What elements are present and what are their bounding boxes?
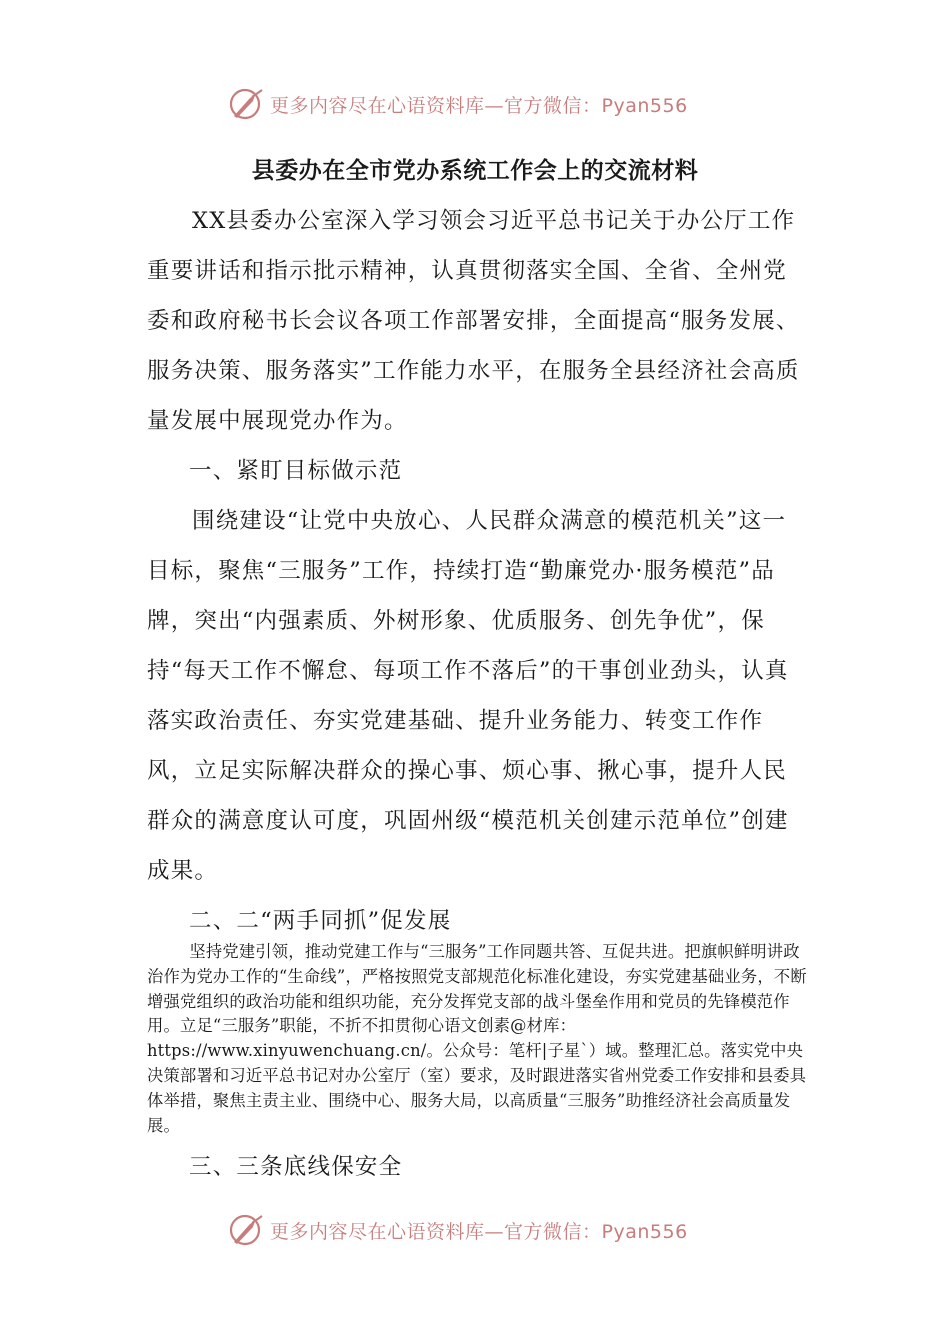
section-paragraph-1: 围绕建设“让党中央放心、人民群众满意的模范机关”这一目标，聚焦“三服务”工作，持续打造“勤廉党办·服务模范”品牌，突出“内强素质、外树形象、优质服务、创先争优”，保持“每天工作不懈怠、每项工作不落后”的干事创业劲头，认真落实政治责任、夯实党建基础、提升业务能力、转变工作作风，立足实际解决群众的操心事、烦心事、揪心事，提升人民群众的满意度认可度，巩固州级“模范机关创建示范单位”创建成果。 xyxy=(147,508,789,884)
pen-nib-icon xyxy=(228,1212,264,1248)
section-paragraph-2-text: 坚持党建引领，推动党建工作与“三服务”工作同题共答、互促共进。把旗帜鲜明讲政治作为党办工作的“生命线”，严格按照党支部规范化标准化建设，夯实党建基础业务，不断增强党组织的政治功能和组织功能，充分发挥党支部的战斗堡垒作用和党员的先锋模范作用。立足“三服务”职能，不折不扣贯彻心语文创素@材库：https://www.xinyuwenchuang.cn/。公众号：笔杆|子星`）域。整理汇总。落实党中央决策部署和习近平总书记对办公室厅（室）要求，及时跟进落实省州党委工作安排和县委具体举措，聚焦主责主业、围绕中心、服务大局，以高质量“三服务”助推经济社会高质量发展。 xyxy=(147,942,807,1135)
watermark-text: 更多内容尽在心语资料库—官方微信：Pyan556 xyxy=(270,94,688,117)
section-heading-2: 二、二“两手同抓”促发展 xyxy=(189,908,452,934)
watermark-banner-top xyxy=(228,84,748,124)
watermark-banner-bottom xyxy=(228,1210,748,1250)
section-heading-3: 三、三条底线保安全 xyxy=(189,1154,403,1180)
intro-paragraph: XX县委办公室深入学习领会习近平总书记关于办公厅工作重要讲话和指示批示精神，认真贯彻落实全国、全省、全州党委和政府秘书长会议各项工作部署安排，全面提高“服务发展、服务决策、服务落实”工作能力水平，在服务全县经济社会高质量发展中展现党办作为。 xyxy=(147,208,800,434)
document-title: 县委办在全市党办系统工作会上的交流材料 xyxy=(251,157,699,184)
section-paragraph-2 xyxy=(147,940,815,1138)
watermark-text: 更多内容尽在心语资料库—官方微信：Pyan556 xyxy=(270,1220,688,1243)
section-heading-1: 一、紧盯目标做示范 xyxy=(189,458,403,484)
pen-nib-icon xyxy=(228,86,264,122)
